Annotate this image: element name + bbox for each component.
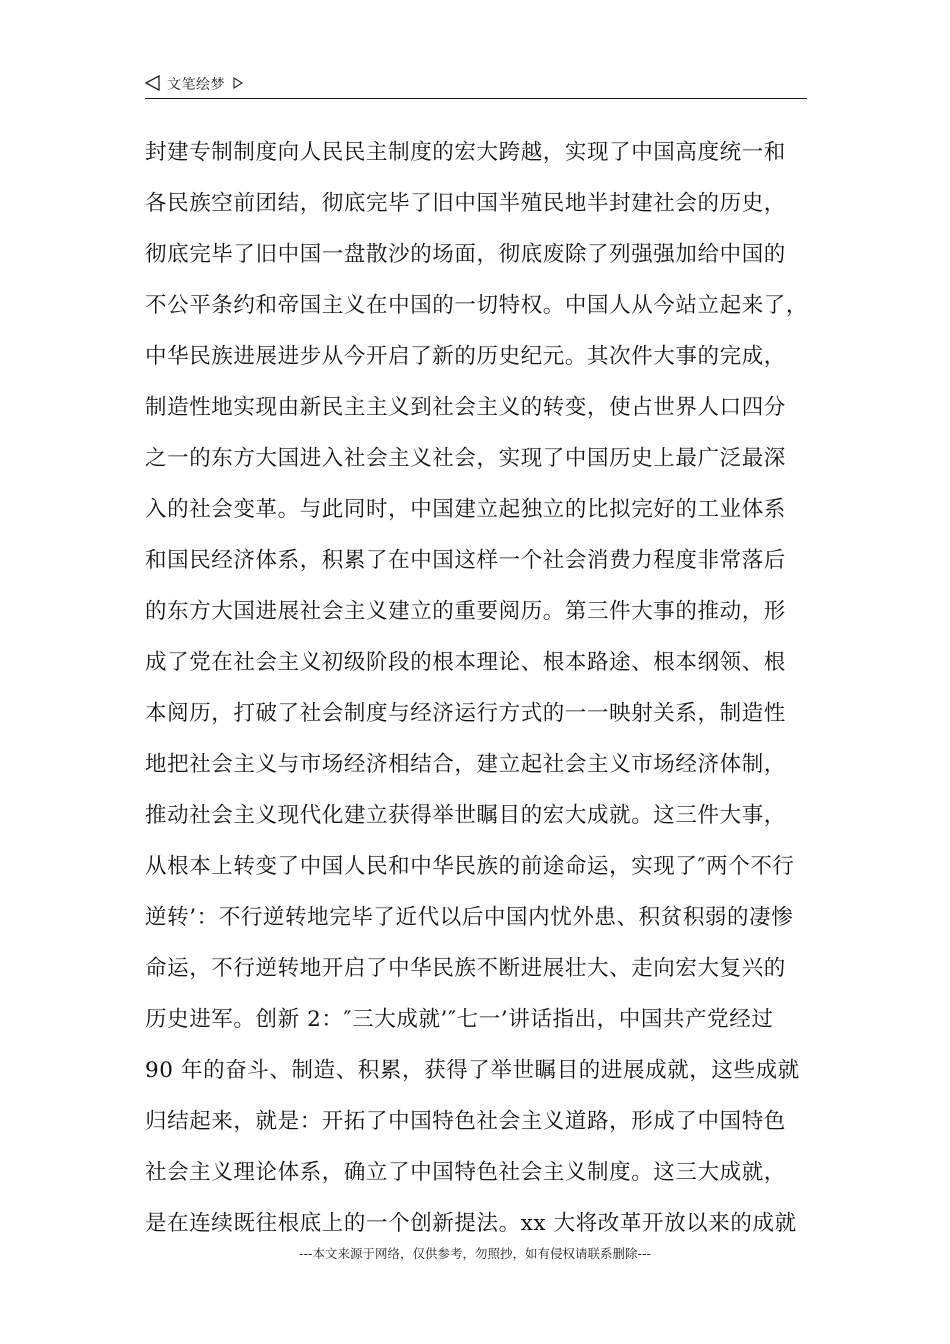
body-line: 成了党在社会主义初级阶段的根本理论、根本路途、根本纲领、根	[145, 650, 786, 675]
body-line: 本阅历，打破了社会制度与经济运行方式的一一映射关系，制造性	[145, 701, 786, 726]
body-line: 彻底完毕了旧中国一盘散沙的场面，彻底废除了列强强加给中国的	[145, 242, 786, 267]
body-line: 90 年的奋斗、制造、积累，获得了举世瞩目的进展成就，这些成就	[145, 1058, 800, 1083]
body-line: 地把社会主义与市场经济相结合，建立起社会主义市场经济体制，	[145, 752, 786, 777]
page-header	[145, 72, 807, 99]
body-line: 命运，不行逆转地开启了中华民族不断进展壮大、走向宏大复兴的	[145, 956, 786, 981]
body-text	[145, 132, 813, 1254]
body-line: 是在连续既往根底上的一个创新提法。xx 大将改革开放以来的成就	[145, 1211, 797, 1236]
header-brand: 文笔绘梦	[167, 77, 225, 93]
body-line: 之一的东方大国进入社会主义社会，实现了中国历史上最广泛最深	[145, 446, 786, 471]
body-line: 和国民经济体系，积累了在中国这样一个社会消费力程度非常落后	[145, 548, 786, 573]
body-line: 社会主义理论体系，确立了中国特色社会主义制度。这三大成就，	[145, 1160, 786, 1185]
body-line: 的东方大国进展社会主义建立的重要阅历。第三件大事的推动，形	[145, 599, 786, 624]
body-line: 封建专制制度向人民民主制度的宏大跨越，实现了中国高度统一和	[145, 140, 786, 165]
body-line: 入的社会变革。与此同时，中国建立起独立的比拟完好的工业体系	[145, 497, 786, 522]
body-line: 制造性地实现由新民主主义到社会主义的转变，使占世界人口四分	[145, 395, 786, 420]
body-line: 历史进军。创新 2：″三大成就’″七一’讲话指出，中国共产党经过	[145, 1007, 774, 1032]
body-line: 从根本上转变了中国人民和中华民族的前途命运，实现了″两个不行	[145, 854, 795, 879]
body-line: 逆转’：不行逆转地完毕了近代以后中国内忧外患、积贫积弱的凄惨	[145, 905, 794, 930]
footer-notice: ---本文来源于网络，仅供参考，勿照抄，如有侵权请联系删除---	[298, 1246, 652, 1261]
body-line: 各民族空前团结，彻底完毕了旧中国半殖民地半封建社会的历史，	[145, 191, 786, 216]
triangle-right-icon	[233, 77, 243, 89]
body-line: 不公平条约和帝国主义在中国的一切特权。中国人从今站立起来了，	[145, 293, 809, 318]
body-line: 中华民族进展进步从今开启了新的历史纪元。其次件大事的完成，	[145, 344, 786, 369]
triangle-left-icon	[145, 75, 161, 91]
body-line: 推动社会主义现代化建立获得举世瞩目的宏大成就。这三件大事，	[145, 803, 786, 828]
body-line: 归结起来，就是：开拓了中国特色社会主义道路，形成了中国特色	[145, 1109, 786, 1134]
